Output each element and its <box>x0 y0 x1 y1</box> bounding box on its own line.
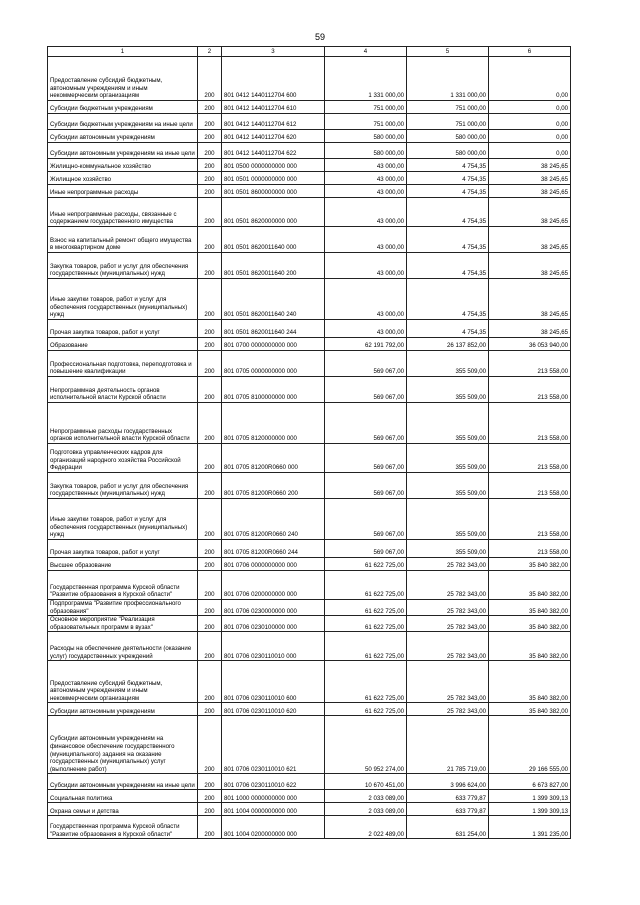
item-name: Основное мероприятие "Реализация образовательных программ в вузах" <box>48 616 198 632</box>
budget-code: 801 0501 8620011640 000 <box>222 227 325 253</box>
admin-code: 200 <box>198 253 222 279</box>
amount-col6: 29 166 555,00 <box>489 716 571 774</box>
table-row <box>48 774 571 790</box>
item-name: Субсидии автономным учреждениям на иные цели <box>48 774 198 790</box>
table-row <box>48 716 571 774</box>
admin-code: 200 <box>198 558 222 571</box>
budget-code: 801 0706 0230000000 000 <box>222 600 325 616</box>
table-row <box>48 571 571 600</box>
item-name: Жилищное хозяйство <box>48 172 198 185</box>
admin-code: 200 <box>198 143 222 159</box>
admin-code: 200 <box>198 279 222 320</box>
table-row <box>48 473 571 499</box>
amount-col4: 43 000,00 <box>325 198 407 227</box>
amount-col6: 1 399 309,13 <box>489 790 571 803</box>
item-name: Иные непрограммные расходы <box>48 185 198 198</box>
budget-code: 801 0412 1440112704 612 <box>222 114 325 130</box>
table-row <box>48 185 571 198</box>
admin-code: 200 <box>198 351 222 377</box>
table-row <box>48 198 571 227</box>
budget-code: 801 0500 0000000000 000 <box>222 159 325 172</box>
column-header-1: 1 <box>48 47 198 57</box>
table-row <box>48 600 571 616</box>
item-name: Иные закупки товаров, работ и услуг для обеспечения государственных (муниципальных) нужд <box>48 279 198 320</box>
amount-col4: 50 952 274,00 <box>325 716 407 774</box>
amount-col5: 1 331 000,00 <box>407 57 489 101</box>
budget-code: 801 0501 8620011640 200 <box>222 253 325 279</box>
amount-col4: 43 000,00 <box>325 159 407 172</box>
amount-col5: 751 000,00 <box>407 114 489 130</box>
table-row <box>48 816 571 839</box>
amount-col5: 4 754,35 <box>407 198 489 227</box>
amount-col5: 4 754,35 <box>407 172 489 185</box>
amount-col5: 633 779,87 <box>407 803 489 816</box>
admin-code: 200 <box>198 172 222 185</box>
amount-col6: 38 245,65 <box>489 227 571 253</box>
amount-col6: 35 840 382,00 <box>489 558 571 571</box>
amount-col5: 21 785 719,00 <box>407 716 489 774</box>
budget-code: 801 0412 1440112704 610 <box>222 101 325 114</box>
table-row <box>48 351 571 377</box>
amount-col4: 580 000,00 <box>325 143 407 159</box>
amount-col6: 6 673 827,00 <box>489 774 571 790</box>
budget-code: 801 0501 8620011640 240 <box>222 279 325 320</box>
table-row <box>48 57 571 101</box>
amount-col4: 1 331 000,00 <box>325 57 407 101</box>
amount-col4: 2 033 089,00 <box>325 803 407 816</box>
amount-col4: 62 191 792,00 <box>325 338 407 351</box>
amount-col5: 580 000,00 <box>407 130 489 143</box>
amount-col4: 61 622 725,00 <box>325 632 407 661</box>
amount-col5: 355 509,00 <box>407 444 489 473</box>
item-name: Субсидии автономным учреждениям на финансовое обеспечение государственного (муниципального) задания на оказание государственных (муниципальных) услуг (выполнение работ) <box>48 716 198 774</box>
amount-col4: 43 000,00 <box>325 279 407 320</box>
amount-col6: 38 245,65 <box>489 198 571 227</box>
amount-col4: 61 622 725,00 <box>325 600 407 616</box>
admin-code: 200 <box>198 227 222 253</box>
amount-col6: 35 840 382,00 <box>489 571 571 600</box>
amount-col4: 43 000,00 <box>325 227 407 253</box>
budget-code: 801 0706 0000000000 000 <box>222 558 325 571</box>
amount-col6: 38 245,65 <box>489 320 571 338</box>
amount-col4: 61 622 725,00 <box>325 661 407 703</box>
admin-code: 200 <box>198 790 222 803</box>
budget-code: 801 0412 1440112704 620 <box>222 130 325 143</box>
table-row <box>48 803 571 816</box>
table-row <box>48 616 571 632</box>
amount-col6: 213 558,00 <box>489 499 571 540</box>
column-header-6: 6 <box>489 47 571 57</box>
amount-col6: 35 840 382,00 <box>489 616 571 632</box>
item-name: Жилищно-коммунальное хозяйство <box>48 159 198 172</box>
budget-code: 801 1000 0000000000 000 <box>222 790 325 803</box>
amount-col6: 35 840 382,00 <box>489 661 571 703</box>
amount-col6: 213 558,00 <box>489 540 571 558</box>
budget-code: 801 0705 81200R0660 200 <box>222 473 325 499</box>
admin-code: 200 <box>198 803 222 816</box>
amount-col5: 25 782 343,00 <box>407 600 489 616</box>
page-number: 59 <box>314 32 325 42</box>
amount-col5: 25 782 343,00 <box>407 558 489 571</box>
budget-code: 801 0705 81200R0660 240 <box>222 499 325 540</box>
table-row <box>48 279 571 320</box>
amount-col4: 2 033 089,00 <box>325 790 407 803</box>
amount-col5: 751 000,00 <box>407 101 489 114</box>
budget-code: 801 1004 0000000000 000 <box>222 803 325 816</box>
budget-code: 801 0706 0230110010 621 <box>222 716 325 774</box>
amount-col5: 631 254,00 <box>407 816 489 839</box>
amount-col5: 25 782 343,00 <box>407 661 489 703</box>
admin-code: 200 <box>198 159 222 172</box>
table-row <box>48 172 571 185</box>
budget-code: 801 0412 1440112704 600 <box>222 57 325 101</box>
amount-col6: 1 399 309,13 <box>489 803 571 816</box>
amount-col6: 38 245,65 <box>489 185 571 198</box>
admin-code: 200 <box>198 403 222 444</box>
item-name: Прочая закупка товаров, работ и услуг <box>48 320 198 338</box>
amount-col5: 4 754,35 <box>407 227 489 253</box>
admin-code: 200 <box>198 185 222 198</box>
admin-code: 200 <box>198 444 222 473</box>
budget-table <box>47 46 571 839</box>
admin-code: 200 <box>198 703 222 716</box>
amount-col5: 25 782 343,00 <box>407 703 489 716</box>
item-name: Закупка товаров, работ и услуг для обеспечения государственных (муниципальных) нужд <box>48 253 198 279</box>
budget-code: 801 0501 0000000000 000 <box>222 172 325 185</box>
item-name: Предоставление субсидий бюджетным, автономным учреждениям и иным некоммерческим организациям <box>48 57 198 101</box>
item-name: Непрограммная деятельность органов исполнительной власти Курской области <box>48 377 198 403</box>
table-row <box>48 320 571 338</box>
item-name: Иные непрограммные расходы, связанные с содержанием государственного имущества <box>48 198 198 227</box>
admin-code: 200 <box>198 600 222 616</box>
amount-col6: 35 840 382,00 <box>489 632 571 661</box>
amount-col6: 213 558,00 <box>489 377 571 403</box>
amount-col5: 25 782 343,00 <box>407 616 489 632</box>
item-name: Непрограммные расходы государственных органов исполнительной власти Курской области <box>48 403 198 444</box>
table-row <box>48 114 571 130</box>
amount-col4: 43 000,00 <box>325 172 407 185</box>
budget-code: 801 0706 0230100000 000 <box>222 616 325 632</box>
admin-code: 200 <box>198 661 222 703</box>
budget-code: 801 0706 0230110010 622 <box>222 774 325 790</box>
amount-col5: 25 782 343,00 <box>407 632 489 661</box>
amount-col6: 0,00 <box>489 143 571 159</box>
table-row <box>48 403 571 444</box>
budget-code: 801 0705 81200R0660 000 <box>222 444 325 473</box>
amount-col4: 569 067,00 <box>325 540 407 558</box>
amount-col5: 355 509,00 <box>407 377 489 403</box>
item-name: Образование <box>48 338 198 351</box>
amount-col4: 61 622 725,00 <box>325 703 407 716</box>
amount-col6: 213 558,00 <box>489 444 571 473</box>
amount-col6: 35 840 382,00 <box>489 600 571 616</box>
amount-col4: 43 000,00 <box>325 253 407 279</box>
admin-code: 200 <box>198 716 222 774</box>
amount-col6: 213 558,00 <box>489 403 571 444</box>
amount-col4: 43 000,00 <box>325 320 407 338</box>
amount-col6: 38 245,65 <box>489 279 571 320</box>
item-name: Государственная программа Курской области "Развитие образования в Курской области" <box>48 571 198 600</box>
amount-col6: 213 558,00 <box>489 473 571 499</box>
amount-col6: 38 245,65 <box>489 172 571 185</box>
admin-code: 200 <box>198 632 222 661</box>
table-row <box>48 499 571 540</box>
admin-code: 200 <box>198 101 222 114</box>
table-row <box>48 661 571 703</box>
budget-code: 801 0706 0230110010 620 <box>222 703 325 716</box>
admin-code: 200 <box>198 130 222 143</box>
budget-code: 801 0706 0200000000 000 <box>222 571 325 600</box>
item-name: Охрана семьи и детства <box>48 803 198 816</box>
item-name: Подпрограмма "Развитие профессионального образования" <box>48 600 198 616</box>
amount-col4: 751 000,00 <box>325 101 407 114</box>
item-name: Субсидии бюджетным учреждениям на иные цели <box>48 114 198 130</box>
amount-col6: 35 840 382,00 <box>489 703 571 716</box>
admin-code: 200 <box>198 338 222 351</box>
amount-col4: 569 067,00 <box>325 499 407 540</box>
amount-col4: 569 067,00 <box>325 473 407 499</box>
budget-code: 801 0705 0000000000 000 <box>222 351 325 377</box>
admin-code: 200 <box>198 616 222 632</box>
table-row <box>48 377 571 403</box>
amount-col5: 580 000,00 <box>407 143 489 159</box>
admin-code: 200 <box>198 57 222 101</box>
amount-col5: 4 754,35 <box>407 320 489 338</box>
item-name: Закупка товаров, работ и услуг для обеспечения государственных (муниципальных) нужд <box>48 473 198 499</box>
table-row <box>48 338 571 351</box>
table-body <box>48 57 571 839</box>
column-header-3: 3 <box>222 47 325 57</box>
item-name: Высшее образование <box>48 558 198 571</box>
amount-col4: 569 067,00 <box>325 403 407 444</box>
budget-code: 801 0501 8620011640 244 <box>222 320 325 338</box>
item-name: Социальная политика <box>48 790 198 803</box>
amount-col5: 355 509,00 <box>407 499 489 540</box>
amount-col4: 10 670 451,00 <box>325 774 407 790</box>
item-name: Прочая закупка товаров, работ и услуг <box>48 540 198 558</box>
budget-code: 801 0501 8600000000 000 <box>222 185 325 198</box>
admin-code: 200 <box>198 473 222 499</box>
amount-col4: 61 622 725,00 <box>325 616 407 632</box>
column-header-4: 4 <box>325 47 407 57</box>
amount-col6: 38 245,65 <box>489 159 571 172</box>
amount-col4: 61 622 725,00 <box>325 558 407 571</box>
amount-col4: 43 000,00 <box>325 185 407 198</box>
item-name: Профессиональная подготовка, переподготовка и повышение квалификации <box>48 351 198 377</box>
amount-col5: 355 509,00 <box>407 403 489 444</box>
table-row <box>48 703 571 716</box>
amount-col5: 355 509,00 <box>407 351 489 377</box>
admin-code: 200 <box>198 540 222 558</box>
budget-code: 801 0412 1440112704 622 <box>222 143 325 159</box>
table-row <box>48 101 571 114</box>
budget-code: 801 0706 0230110010 600 <box>222 661 325 703</box>
admin-code: 200 <box>198 377 222 403</box>
budget-code: 801 0705 8100000000 000 <box>222 377 325 403</box>
budget-code: 801 0705 81200R0660 244 <box>222 540 325 558</box>
column-header-2: 2 <box>198 47 222 57</box>
item-name: Государственная программа Курской области "Развитие образования в Курской области" <box>48 816 198 839</box>
amount-col5: 4 754,35 <box>407 185 489 198</box>
admin-code: 200 <box>198 114 222 130</box>
amount-col5: 25 782 343,00 <box>407 571 489 600</box>
budget-code: 801 0705 8120000000 000 <box>222 403 325 444</box>
amount-col5: 4 754,35 <box>407 279 489 320</box>
amount-col5: 633 779,87 <box>407 790 489 803</box>
table-row <box>48 143 571 159</box>
amount-col5: 26 137 852,00 <box>407 338 489 351</box>
amount-col4: 569 067,00 <box>325 444 407 473</box>
table-row <box>48 227 571 253</box>
table-row <box>48 444 571 473</box>
amount-col4: 751 000,00 <box>325 114 407 130</box>
table-row <box>48 632 571 661</box>
item-name: Субсидии автономным учреждениям <box>48 130 198 143</box>
item-name: Взнос на капитальный ремонт общего имущества в многоквартирном доме <box>48 227 198 253</box>
table-row <box>48 253 571 279</box>
amount-col6: 0,00 <box>489 130 571 143</box>
admin-code: 200 <box>198 571 222 600</box>
table-header-row <box>48 47 571 57</box>
column-header-5: 5 <box>407 47 489 57</box>
amount-col4: 569 067,00 <box>325 377 407 403</box>
item-name: Субсидии автономным учреждениям <box>48 703 198 716</box>
table-row <box>48 130 571 143</box>
table-row <box>48 159 571 172</box>
amount-col6: 0,00 <box>489 101 571 114</box>
amount-col5: 355 509,00 <box>407 473 489 499</box>
budget-code: 801 0501 8620000000 000 <box>222 198 325 227</box>
budget-code: 801 0700 0000000000 000 <box>222 338 325 351</box>
item-name: Субсидии автономным учреждениям на иные цели <box>48 143 198 159</box>
amount-col5: 4 754,35 <box>407 159 489 172</box>
admin-code: 200 <box>198 774 222 790</box>
amount-col4: 580 000,00 <box>325 130 407 143</box>
admin-code: 200 <box>198 499 222 540</box>
item-name: Иные закупки товаров, работ и услуг для обеспечения государственных (муниципальных) нужд <box>48 499 198 540</box>
budget-code: 801 0706 0230110010 000 <box>222 632 325 661</box>
item-name: Субсидии бюджетным учреждениям <box>48 101 198 114</box>
item-name: Предоставление субсидий бюджетным, автономным учреждениям и иным некоммерческим организациям <box>48 661 198 703</box>
amount-col6: 0,00 <box>489 114 571 130</box>
amount-col6: 38 245,65 <box>489 253 571 279</box>
admin-code: 200 <box>198 816 222 839</box>
amount-col6: 0,00 <box>489 57 571 101</box>
admin-code: 200 <box>198 320 222 338</box>
amount-col6: 213 558,00 <box>489 351 571 377</box>
admin-code: 200 <box>198 198 222 227</box>
table-row <box>48 790 571 803</box>
item-name: Подготовка управленческих кадров для организаций народного хозяйства Российской Федерации <box>48 444 198 473</box>
table-row <box>48 540 571 558</box>
amount-col4: 569 067,00 <box>325 351 407 377</box>
amount-col6: 36 053 940,00 <box>489 338 571 351</box>
amount-col4: 61 622 725,00 <box>325 571 407 600</box>
amount-col6: 1 391 235,00 <box>489 816 571 839</box>
item-name: Расходы на обеспечение деятельности (оказание услуг) государственных учреждений <box>48 632 198 661</box>
table-row <box>48 558 571 571</box>
budget-code: 801 1004 0200000000 000 <box>222 816 325 839</box>
amount-col5: 355 509,00 <box>407 540 489 558</box>
amount-col5: 3 996 624,00 <box>407 774 489 790</box>
amount-col4: 2 022 489,00 <box>325 816 407 839</box>
amount-col5: 4 754,35 <box>407 253 489 279</box>
